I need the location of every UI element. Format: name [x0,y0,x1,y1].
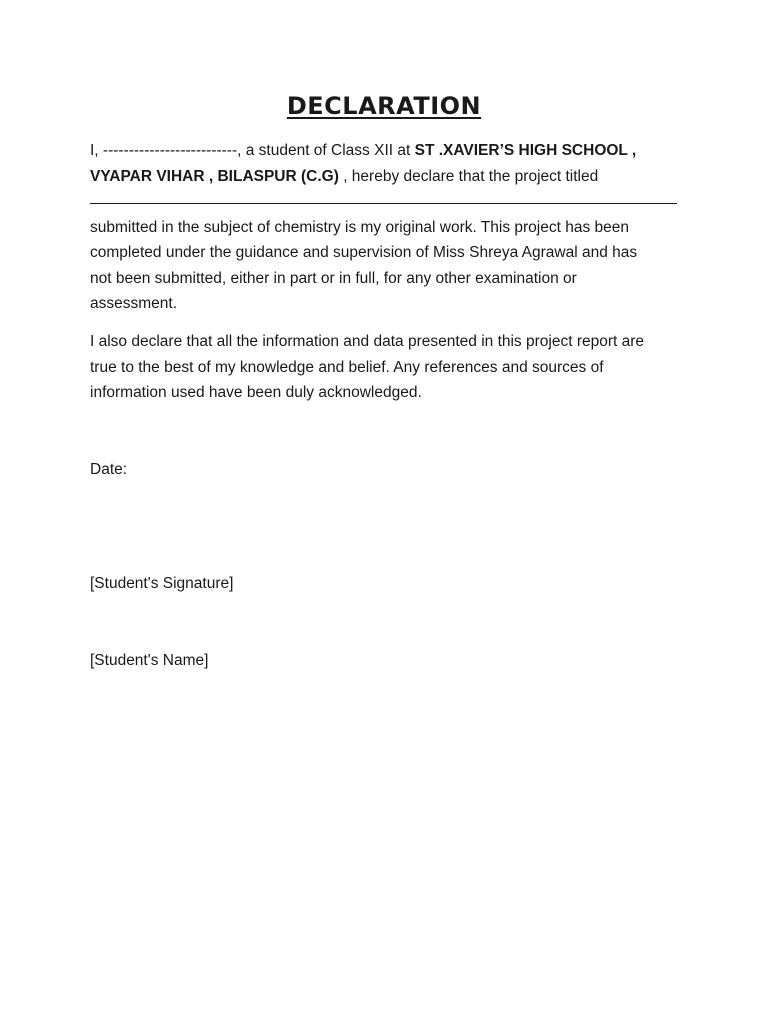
student-intro-text: I, --------------------------, a student of Class XII at [90,142,415,159]
blank-underline [90,189,677,204]
declaration-paragraph-2 [90,329,690,406]
paragraph-line: information used have been duly acknowledged. [90,384,422,401]
paragraph-line: assessment. [90,295,178,312]
paragraph-line: not been submitted, either in part or in full, for any other examination or [90,269,577,287]
paragraph-line [90,164,690,190]
paragraph-line: submitted in the subject of chemistry is my original work. This project has been [90,218,630,236]
date-label: Date: [90,461,128,478]
paragraph-line [90,138,690,164]
paragraph-line: I also declare that all the information and data presented in this project report are [90,333,645,350]
project-title-blank [90,189,690,215]
paragraph-line: completed under the guidance and supervision of Miss Shreya Agrawal and has [90,244,638,261]
school-address: VYAPAR VIHAR , BILASPUR (C.G) [90,167,339,185]
declaration-paragraph-1 [90,138,690,317]
document-title: DECLARATION [286,92,482,120]
name-placeholder: [Student's Name] [90,652,209,669]
school-name: ST .XAVIER’S HIGH SCHOOL , [414,142,637,159]
declare-text: , hereby declare that the project titled [338,167,599,185]
signature-placeholder: [Student's Signature] [90,575,234,592]
paragraph-line: true to the best of my knowledge and belief. Any references and sources of [90,358,604,376]
